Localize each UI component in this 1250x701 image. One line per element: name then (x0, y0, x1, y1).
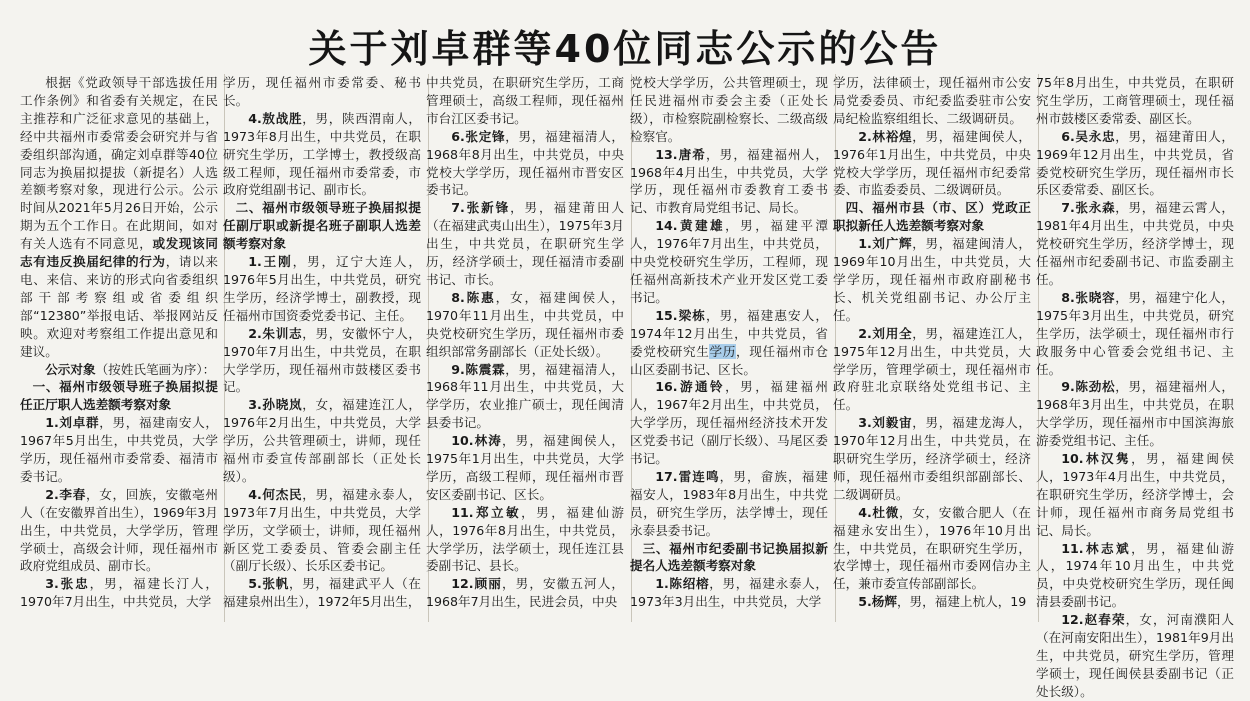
candidate-entry (833, 414, 1031, 504)
highlighted-text: 学历 (709, 343, 736, 359)
candidate-details: ，男，福建福清人，1968年11月出生，中共党员，大学学历，农业推广硕士，现任闽清县委书记。 (426, 361, 625, 431)
candidate-name: 吴永忠 (1074, 128, 1116, 144)
candidate-name: 刘毅宙 (871, 415, 913, 431)
candidate-number: 2. (248, 325, 262, 341)
candidate-details: ，男，福建宁化人，1975年3月出生，中共党员，研究生学历，法学硕士，现任福州市行政服务中心管委会党组书记、主任。 (1036, 289, 1235, 377)
candidate-entry (20, 414, 218, 486)
candidate-name: 张永森 (1074, 200, 1116, 216)
candidate-entry (426, 361, 624, 433)
section-heading: 一、福州市级领导班子换届拟提任正厅职人选差额考察对象 (20, 379, 218, 413)
candidate-name: 孙晓岚 (261, 397, 303, 413)
candidate-entry (426, 74, 624, 128)
candidate-number: 13. (655, 146, 678, 162)
candidate-details: ，女，安徽合肥人（在福建永安出生），1976年10月出生，中共党员，在职研究生学历，农学博士，现任福州市委网信办主任，兼市委宣传部副部长。 (833, 504, 1032, 592)
candidate-name: 刘广辉 (871, 236, 913, 252)
candidate-number: 2. (858, 325, 872, 341)
candidate-details: ，男，福建武平人（在福建泉州出生），1972年5月出生， (223, 576, 422, 610)
candidate-entry (630, 575, 828, 611)
candidate-entry (833, 235, 1031, 325)
candidate-name: 游通铃 (677, 379, 726, 395)
candidate-name: 张晓容 (1074, 289, 1116, 305)
candidate-details: 中共党员，在职研究生学历，工商管理硕士，高级工程师，现任福州市台江区委书记。 (426, 75, 624, 126)
candidate-details: 学历，法律硕士，现任福州市公安局党委委员、市纪委监委驻市公安局纪检监察组组长、二级调研员。 (833, 75, 1031, 126)
candidate-name: 林汉隽 (1083, 451, 1132, 467)
candidate-details: ，女，回族，安徽亳州人（在安徽界首出生），1969年3月出生，中共党员，大学学历，管理学硕士，高级会计师，现任福州市政府党组成员、副市长。 (20, 486, 219, 574)
candidate-details: ，男，福建长汀人，1970年7月出生，中共党员，大学 (20, 576, 219, 610)
candidate-name: 顾丽 (473, 576, 502, 592)
candidate-number: 5. (858, 594, 872, 610)
candidate-entry (426, 504, 624, 576)
candidate-number: 1. (248, 254, 262, 270)
candidate-details: ，男，福建福州人，1968年4月出生，中共党员，大学学历，现任福州市委教育工委书记、市教育局党组书记、局长。 (630, 146, 829, 216)
candidate-entry (20, 486, 218, 576)
candidate-details: ，男，福建闽侯人，1976年1月出生，中共党员，中央党校大学学历，现任福州市纪委常委、市监委委员、二级调研员。 (833, 128, 1032, 198)
candidate-details: ，男，畲族，福建福安人，1983年8月出生，中共党员，研究生学历，法学博士，现任永泰县委书记。 (630, 468, 829, 538)
section-heading: 四、福州市县（市、区）党政正职拟新任人选差额考察对象 (833, 200, 1031, 234)
candidate-number: 10. (451, 433, 474, 449)
candidate-number: 1. (45, 415, 59, 431)
column-1 (20, 74, 218, 622)
candidate-name: 梁栋 (677, 307, 706, 323)
candidate-name: 林裕煌 (871, 128, 913, 144)
candidate-number: 10. (1061, 451, 1084, 467)
section-heading: 二、福州市级领导班子换届拟提任副厅职或新提名班子副职人选差额考察对象 (223, 200, 421, 252)
candidate-number: 7. (1061, 200, 1075, 216)
candidate-details: ，男，福建福州人，1967年2月出生，中共党员，大学学历，现任福州经济技术开发区党委书记（副厅长级）、马尾区委书记。 (630, 379, 829, 467)
candidate-details: ，男，福建福清人，1968年8月出生，中共党员，中央党校大学学历，现任福州市晋安区委书记。 (426, 128, 625, 198)
candidate-name: 王刚 (261, 254, 293, 270)
candidate-name: 敖战胜 (261, 110, 303, 126)
candidate-entry (1036, 378, 1234, 450)
targets-note: （按姓氏笔画为序）： (95, 361, 216, 377)
candidate-entry (1036, 450, 1234, 540)
candidate-name: 张新锋 (464, 200, 511, 216)
intro-text: ，请以来电、来信、来访的形式向省委组织部干部考察组或省委组织部“12380”举报电话、举报网站反映。欢迎对考察组工作提出意见和建议。 (20, 254, 219, 359)
candidate-number: 3. (45, 576, 59, 592)
candidate-entry (1036, 540, 1234, 612)
candidate-number: 11. (1061, 540, 1084, 556)
candidate-name: 朱训志 (261, 325, 303, 341)
candidate-entry (833, 325, 1031, 415)
candidate-number: 11. (451, 504, 474, 520)
candidate-details: ，男，福建闽侯人，1975年1月出生，中共党员，大学学历，高级工程师，现任福州市晋安区委副书记、区长。 (426, 433, 625, 502)
candidate-name: 杨辉 (871, 594, 897, 610)
candidate-number: 12. (451, 576, 474, 592)
candidate-entry: 15.梁栋，男，福建惠安人，1974年12月出生，中共党员，省委党校研究生学历，现任福州市仓山区委副书记、区长。 (630, 307, 829, 377)
candidate-name: 何杰民 (261, 486, 303, 502)
candidate-details: ，男，福建永泰人，1973年3月出生，中共党员，大学 (630, 576, 829, 610)
candidate-entry (1036, 611, 1234, 701)
candidate-entry (1036, 289, 1234, 379)
candidate-name: 唐希 (677, 146, 706, 162)
candidate-details: ，男，福建闽清人，1969年10月出生，中共党员，大学学历，现任福州市政府副秘书长、机关党组副书记、办公厅主任。 (833, 236, 1032, 323)
targets-label: 公示对象 (45, 361, 96, 377)
page-title: 关于刘卓群等40位同志公示的公告 (308, 27, 942, 71)
candidate-name: 林涛 (473, 433, 502, 449)
candidate-number: 9. (451, 361, 465, 377)
candidate-entry (426, 289, 624, 361)
candidate-entry (833, 74, 1031, 128)
candidate-entry (223, 396, 421, 486)
candidate-name: 郑立敏 (473, 504, 522, 520)
candidate-details: ，男，陕西渭南人，1973年8月出生，中共党员，在职研究生学历，工学博士，教授级高级工程师，现任福州市委常委，市政府党组副书记、副市长。 (223, 110, 422, 198)
column-5 (833, 74, 1031, 622)
candidate-name: 刘用全 (871, 325, 913, 341)
candidate-number: 8. (1061, 289, 1075, 305)
candidate-entry (833, 593, 1031, 611)
candidate-entry (223, 110, 421, 200)
candidate-name: 刘卓群 (58, 415, 100, 431)
section-heading: 三、福州市纪委副书记换届拟新提名人选差额考察对象 (630, 540, 828, 574)
candidate-entry (426, 432, 624, 504)
candidate-details: ，男，福建龙海人，1970年12月出生，中共党员，在职研究生学历，经济学硕士，经济师，现任福州市委组织部副部长、二级调研员。 (833, 415, 1032, 502)
candidate-name: 杜微 (871, 504, 899, 520)
candidate-details: ，男，福建云霄人，1981年4月出生，中共党员，中央党校研究生学历，经济学博士，现任福州市纪委副书记、市监委副主任。 (1036, 200, 1235, 287)
candidate-details: 学历，现任福州市委常委、秘书长。 (223, 75, 421, 108)
candidate-name: 黄建雄 (677, 218, 726, 234)
candidate-details: ，男，安徽五河人，1968年7月出生，民进会员，中央 (426, 576, 625, 610)
candidate-name: 张忠 (58, 576, 90, 592)
candidate-entry (1036, 128, 1234, 200)
candidate-number: 5. (248, 576, 262, 592)
candidate-details: ，男，福建闽侯人，1973年4月出生，中共党员，在职研究生学历，经济学博士，会计师，现任福州市商务局党组书记、局长。 (1036, 451, 1235, 538)
announcement-targets-label (20, 361, 218, 379)
candidate-details: ，男，福建莆田人，1969年12月出生，中共党员，省委党校研究生学历，现任福州市长乐区委常委、副区长。 (1036, 128, 1235, 198)
candidate-entry (630, 468, 828, 540)
candidate-entry (223, 74, 421, 110)
candidate-name: 陈震霖 (464, 361, 506, 377)
candidate-details: ，女，河南濮阳人（在河南安阳出生），1981年9月出生，中共党员，研究生学历，管理学硕士，现任闽侯县委副书记（正处长级）。 (1036, 612, 1235, 699)
candidate-number: 14. (655, 218, 678, 234)
candidate-number: 1. (858, 236, 872, 252)
candidate-entry (630, 74, 828, 146)
candidate-number: 1. (655, 576, 669, 592)
candidate-details: 75年8月出生，中共党员，在职研究生学历，工商管理硕士，现任福州市鼓楼区委常委、副区长。 (1036, 75, 1234, 126)
candidate-entry (223, 253, 421, 325)
notice-body (20, 74, 1235, 699)
candidate-entry (630, 146, 828, 218)
intro-emphasis: 或发现该同志有违反换届纪律的行为 (20, 236, 219, 270)
candidate-details: ，女，福建闽侯人，1970年11月出生，中共党员，中央党校研究生学历，现任福州市委组织部常务副部长（正处长级）。 (426, 289, 625, 359)
candidate-number: 3. (858, 415, 872, 431)
candidate-number: 16. (655, 379, 678, 395)
candidate-number: 4. (858, 504, 872, 520)
candidate-number: 17. (655, 468, 678, 484)
candidate-details: ，男，福建福州人，1968年3月出生，中共党员，在职大学学历，现任福州市中国滨海旅游委党组书记、主任。 (1036, 379, 1235, 449)
candidate-entry (1036, 74, 1234, 128)
candidate-details: ，男，福建南安人，1967年5月出生，中共党员，大学学历，现任福州市委常委、福清市委书记。 (20, 415, 219, 484)
candidate-entry (20, 575, 218, 611)
candidate-name: 张帆 (261, 576, 289, 592)
candidate-details: ，女，福建连江人，1976年2月出生，中共党员，大学学历，公共管理硕士，讲师，现任福州市委宣传部副部长（正处长级）。 (223, 397, 422, 484)
candidate-number: 6. (451, 128, 465, 144)
candidate-entry (1036, 199, 1234, 289)
candidate-name: 张定锋 (464, 128, 506, 144)
candidate-details: ，男，辽宁大连人，1976年5月出生，中共党员，研究生学历，经济学博士，副教授，现任福州市国资委党委书记、主任。 (223, 254, 422, 323)
candidate-number: 4. (248, 486, 262, 502)
candidate-details: ，男，福建上杭人，19 (896, 594, 1027, 610)
candidate-entry (426, 575, 624, 611)
candidate-entry (833, 504, 1031, 594)
candidate-name: 林志斌 (1083, 540, 1132, 556)
candidate-name: 李春 (58, 486, 86, 502)
candidate-entry (630, 217, 828, 307)
column-3 (426, 74, 624, 622)
candidate-details: ，男，福建永泰人，1973年7月出生，中共党员，大学学历，文学硕士，讲师，现任福州新区党工委委员、管委会副主任（副厅长级）、长乐区委书记。 (223, 486, 422, 574)
column-2 (223, 74, 421, 622)
candidate-name: 陈惠 (464, 289, 496, 305)
candidate-entry (223, 325, 421, 397)
candidate-name: 陈绍榕 (668, 576, 710, 592)
candidate-number: 9. (1061, 379, 1075, 395)
candidate-details: 党校大学学历，公共管理硕士，现任民进福州市委会主委（正处长级），市检察院副检察长、二级高级检察官。 (630, 75, 828, 144)
candidate-entry (833, 128, 1031, 200)
candidate-entry (630, 378, 828, 468)
candidate-details: ，男，福建连江人，1975年12月出生，中共党员，大学学历，管理学硕士，现任福州市政府驻北京联络处党组书记、主任。 (833, 325, 1032, 413)
candidate-details: ，男，福建仙游人，1976年8月出生，中共党员，大学学历，法学硕士，现任连江县委副书记、县长。 (426, 504, 625, 574)
candidate-details: ，男，福建仙游人，1974年10月出生，中共党员，中央党校研究生学历，现任闽清县委副书记。 (1036, 540, 1235, 610)
candidate-name: 赵春荣 (1083, 612, 1126, 628)
candidate-number: 7. (451, 200, 465, 216)
candidate-number: 4. (248, 110, 262, 126)
candidate-number: 8. (451, 289, 465, 305)
candidate-number: 2. (858, 128, 872, 144)
candidate-name: 雷连鸣 (677, 468, 720, 484)
candidate-number: 3. (248, 397, 262, 413)
candidate-entry (426, 199, 624, 289)
candidate-entry (223, 575, 421, 611)
column-6 (1036, 74, 1235, 699)
candidate-number: 2. (45, 486, 59, 502)
candidate-entry (426, 128, 624, 200)
candidate-details: ，男，福建平潭人，1976年7月出生，中共党员，中央党校研究生学历，工程师，现任福州高新技术产业开发区党工委书记。 (630, 218, 829, 305)
candidate-details: ，男，福建莆田人（在福建武夷山出生），1975年3月出生，中共党员，在职研究生学历，经济学硕士，现任福清市委副书记、市长。 (426, 200, 625, 287)
candidate-entry (223, 486, 421, 576)
candidate-number: 15. (655, 307, 678, 323)
candidate-details: ，男，安徽怀宁人，1970年7月出生，中共党员，在职大学学历，现任福州市鼓楼区委书记。 (223, 325, 422, 395)
column-4 (630, 74, 828, 622)
candidate-number: 6. (1061, 128, 1075, 144)
intro-paragraph (20, 74, 218, 361)
candidate-name: 陈劲松 (1074, 379, 1116, 395)
candidate-number: 12. (1061, 612, 1084, 628)
intro-text: 根据《党政领导干部选拔任用工作条例》和省委有关规定，在民主推荐和广泛征求意见的基础上，经中共福州市委常委会研究并与省委组织部沟通，确定刘卓群等40位同志为换届拟提拔（新提名）人选差额考察对象，现进行公示。公示时间从2021年5月26日开始，公示期为五个工作日。在此期间，如对有关人选有不同意见， (20, 75, 218, 252)
